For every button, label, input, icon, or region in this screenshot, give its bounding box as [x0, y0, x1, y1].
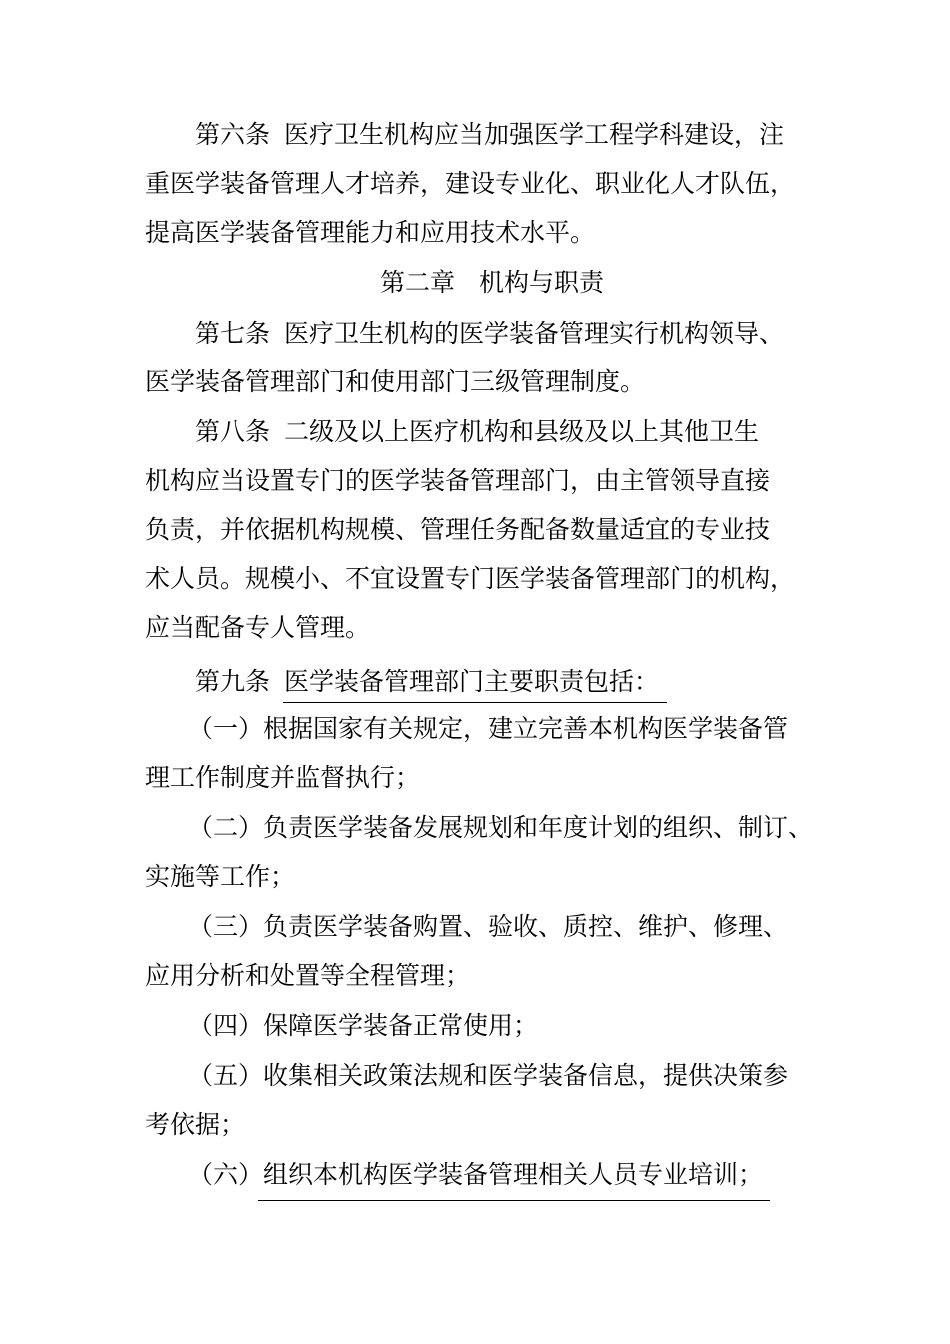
article-7-line-1: 第七条 医疗卫生机构的医学装备管理实行机构领导、	[195, 319, 785, 348]
item-2-line-1: （二）负责医学装备发展规划和年度计划的组织、制订、	[188, 813, 814, 842]
item-6-line-1: （六）组织本机构医学装备管理相关人员专业培训；	[188, 1160, 764, 1189]
article-6-line-3: 提高医学装备管理能力和应用技术水平。	[145, 218, 596, 247]
article-9-label: 第九条	[195, 667, 271, 696]
article-7-label: 第七条	[195, 319, 271, 348]
item-1-line-1: （一）根据国家有关规定，建立完善本机构医学装备管	[188, 714, 789, 743]
article-9-line-1: 第九条 医学装备管理部门主要职责包括：	[195, 667, 660, 696]
item-5-number: （五）	[188, 1061, 264, 1090]
item-3-line-1: （三）负责医学装备购置、验收、质控、维护、修理、	[188, 912, 789, 941]
item-4-number: （四）	[188, 1011, 264, 1040]
item-6-number: （六）	[188, 1160, 264, 1189]
item-4-line-1: （四）保障医学装备正常使用；	[188, 1011, 539, 1040]
item-3-number: （三）	[188, 912, 264, 941]
article-6-line-2: 重医学装备管理人才培养，建设专业化、职业化人才队伍，	[145, 169, 796, 198]
item-5-line-2: 考依据；	[145, 1110, 246, 1139]
chapter-number: 第二章	[380, 268, 456, 297]
chapter-title: 机构与职责	[479, 268, 605, 297]
article-8-line-4: 术人员。规模小、不宜设置专门医学装备管理部门的机构，	[145, 564, 796, 593]
article-6-label: 第六条	[195, 120, 271, 149]
item-2-line-2: 实施等工作；	[145, 862, 296, 891]
underline-rule	[258, 1200, 770, 1201]
article-8-label: 第八条	[195, 417, 271, 446]
article-8-line-5: 应当配备专人管理。	[145, 613, 371, 642]
item-1-line-2: 理工作制度并监督执行；	[145, 763, 421, 792]
article-8-line-3: 负责，并依据机构规模、管理任务配备数量适宜的专业技	[145, 515, 771, 544]
item-2-number: （二）	[188, 813, 264, 842]
article-7-line-2: 医学装备管理部门和使用部门三级管理制度。	[145, 367, 646, 396]
article-8-line-1: 第八条 二级及以上医疗机构和县级及以上其他卫生	[195, 417, 760, 446]
article-6-line-1: 第六条 医疗卫生机构应当加强医学工程学科建设，注	[195, 120, 785, 149]
item-5-line-1: （五）收集相关政策法规和医学装备信息，提供决策参	[188, 1061, 789, 1090]
item-3-line-2: 应用分析和处置等全程管理；	[145, 961, 471, 990]
item-1-number: （一）	[188, 714, 264, 743]
article-8-line-2: 机构应当设置专门的医学装备管理部门，由主管领导直接	[145, 466, 771, 495]
underline-rule	[283, 702, 667, 703]
chapter-heading	[380, 265, 604, 301]
